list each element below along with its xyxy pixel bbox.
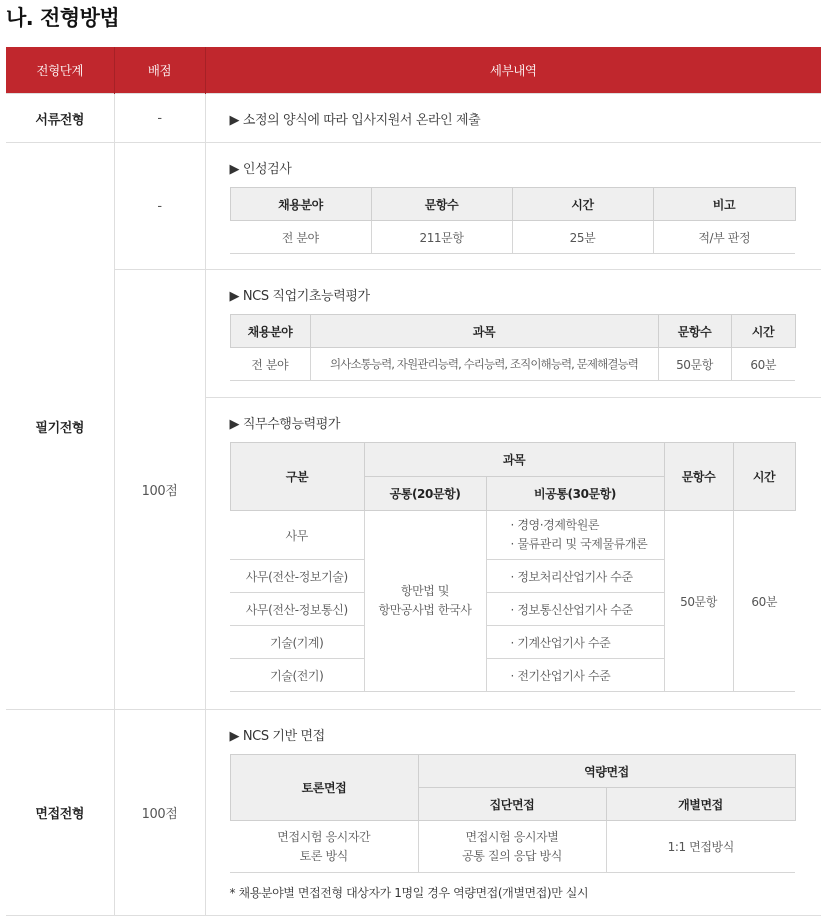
interview-score: 100점 — [114, 710, 205, 916]
table-row — [230, 348, 795, 381]
job-noncommon-2: · 정보처리산업기사 수준 — [486, 560, 664, 593]
interview-individual: 1:1 면접방식 — [606, 821, 795, 873]
job-col-count: 문항수 — [664, 443, 733, 511]
personality-note: 적/부 판정 — [653, 221, 795, 254]
job-col-subject: 과목 — [364, 443, 664, 477]
ncs-table — [230, 314, 796, 381]
job-gubun-4: 기술(기계) — [230, 626, 364, 659]
job-noncommon-1 — [486, 511, 664, 560]
job-noncommon-3: · 정보통신산업기사 수준 — [486, 593, 664, 626]
ncs-row — [6, 270, 821, 398]
personality-col-count: 문항수 — [371, 188, 512, 221]
document-stage: 서류전형 — [6, 94, 114, 143]
personality-col-time: 시간 — [512, 188, 653, 221]
job-common-subject — [364, 511, 486, 692]
ncs-field: 전 분야 — [230, 348, 310, 381]
page-title: 나. 전형방법 — [6, 6, 120, 30]
interview-group-line1: 면접시험 응시자별 — [465, 829, 559, 844]
written-score: 100점 — [114, 270, 205, 710]
job-detail — [205, 398, 821, 710]
ncs-detail — [205, 270, 821, 398]
personality-score: - — [114, 143, 205, 270]
ncs-subject: 의사소통능력, 자원관리능력, 수리능력, 조직이해능력, 문제해결능력 — [310, 348, 658, 381]
job-time: 60분 — [733, 511, 795, 692]
job-col-common: 공통(20문항) — [364, 477, 486, 511]
selection-method-table — [6, 47, 821, 916]
ncs-count: 50문항 — [658, 348, 731, 381]
ncs-col-field: 채용분야 — [230, 315, 310, 348]
job-count: 50문항 — [664, 511, 733, 692]
document-detail: ▶ 소정의 양식에 따라 입사지원서 온라인 제출 — [205, 94, 821, 143]
personality-count: 211문항 — [371, 221, 512, 254]
interview-row — [6, 710, 821, 916]
job-col-gubun: 구분 — [230, 443, 364, 511]
personality-col-note: 비고 — [653, 188, 795, 221]
document-row — [6, 94, 821, 143]
personality-detail — [205, 143, 821, 270]
job-gubun-1: 사무 — [230, 511, 364, 560]
interview-table — [230, 754, 796, 873]
ncs-col-time: 시간 — [731, 315, 795, 348]
interview-title: ▶ NCS 기반 면접 — [229, 729, 325, 744]
job-common-line2: 항만공사법 한국사 — [378, 603, 472, 617]
interview-debate-line1: 면접시험 응시자간 — [277, 829, 371, 844]
ncs-col-count: 문항수 — [658, 315, 731, 348]
interview-stage: 면접전형 — [6, 710, 114, 916]
written-stage: 필기전형 — [6, 143, 114, 710]
table-row — [230, 511, 795, 560]
table-row — [230, 821, 795, 873]
interview-detail — [205, 710, 821, 916]
interview-group-line2: 공통 질의 응답 방식 — [462, 848, 562, 863]
header-row — [6, 47, 821, 94]
document-score: - — [114, 94, 205, 143]
ncs-col-subject: 과목 — [310, 315, 658, 348]
interview-col-individual: 개별면접 — [606, 788, 795, 821]
job-noncommon-1-line1: · 경영·경제학원론 — [510, 518, 600, 532]
interview-debate-line2: 토론 방식 — [299, 848, 348, 863]
job-gubun-5: 기술(전기) — [230, 659, 364, 692]
interview-col-competency: 역량면접 — [418, 755, 795, 788]
job-col-time: 시간 — [733, 443, 795, 511]
personality-row — [6, 143, 821, 270]
job-title: ▶ 직무수행능력평가 — [229, 417, 341, 432]
interview-debate — [230, 821, 418, 873]
job-noncommon-4: · 기계산업기사 수준 — [486, 626, 664, 659]
interview-col-debate: 토론면접 — [230, 755, 418, 821]
job-common-line1: 항만법 및 — [400, 584, 450, 598]
job-gubun-3: 사무(전산-정보통신) — [230, 593, 364, 626]
header-detail: 세부내역 — [205, 47, 821, 94]
interview-note: * 채용분야별 면접전형 대상자가 1명일 경우 역량면접(개별면접)만 실시 — [229, 886, 589, 900]
header-stage: 전형단계 — [6, 47, 114, 94]
job-noncommon-5: · 전기산업기사 수준 — [486, 659, 664, 692]
job-gubun-2: 사무(전산-정보기술) — [230, 560, 364, 593]
job-col-noncommon: 비공통(30문항) — [486, 477, 664, 511]
personality-field: 전 분야 — [230, 221, 371, 254]
personality-title: ▶ 인성검사 — [229, 162, 292, 177]
job-noncommon-1-line2: · 물류관리 및 국제물류개론 — [510, 537, 648, 551]
interview-group — [418, 821, 606, 873]
header-score: 배점 — [114, 47, 205, 94]
table-row — [230, 221, 795, 254]
interview-col-group: 집단면접 — [418, 788, 606, 821]
ncs-title: ▶ NCS 직업기초능력평가 — [229, 289, 370, 304]
personality-time: 25분 — [512, 221, 653, 254]
personality-table — [230, 187, 796, 254]
ncs-time: 60분 — [731, 348, 795, 381]
personality-col-field: 채용분야 — [230, 188, 371, 221]
job-table — [230, 442, 796, 692]
